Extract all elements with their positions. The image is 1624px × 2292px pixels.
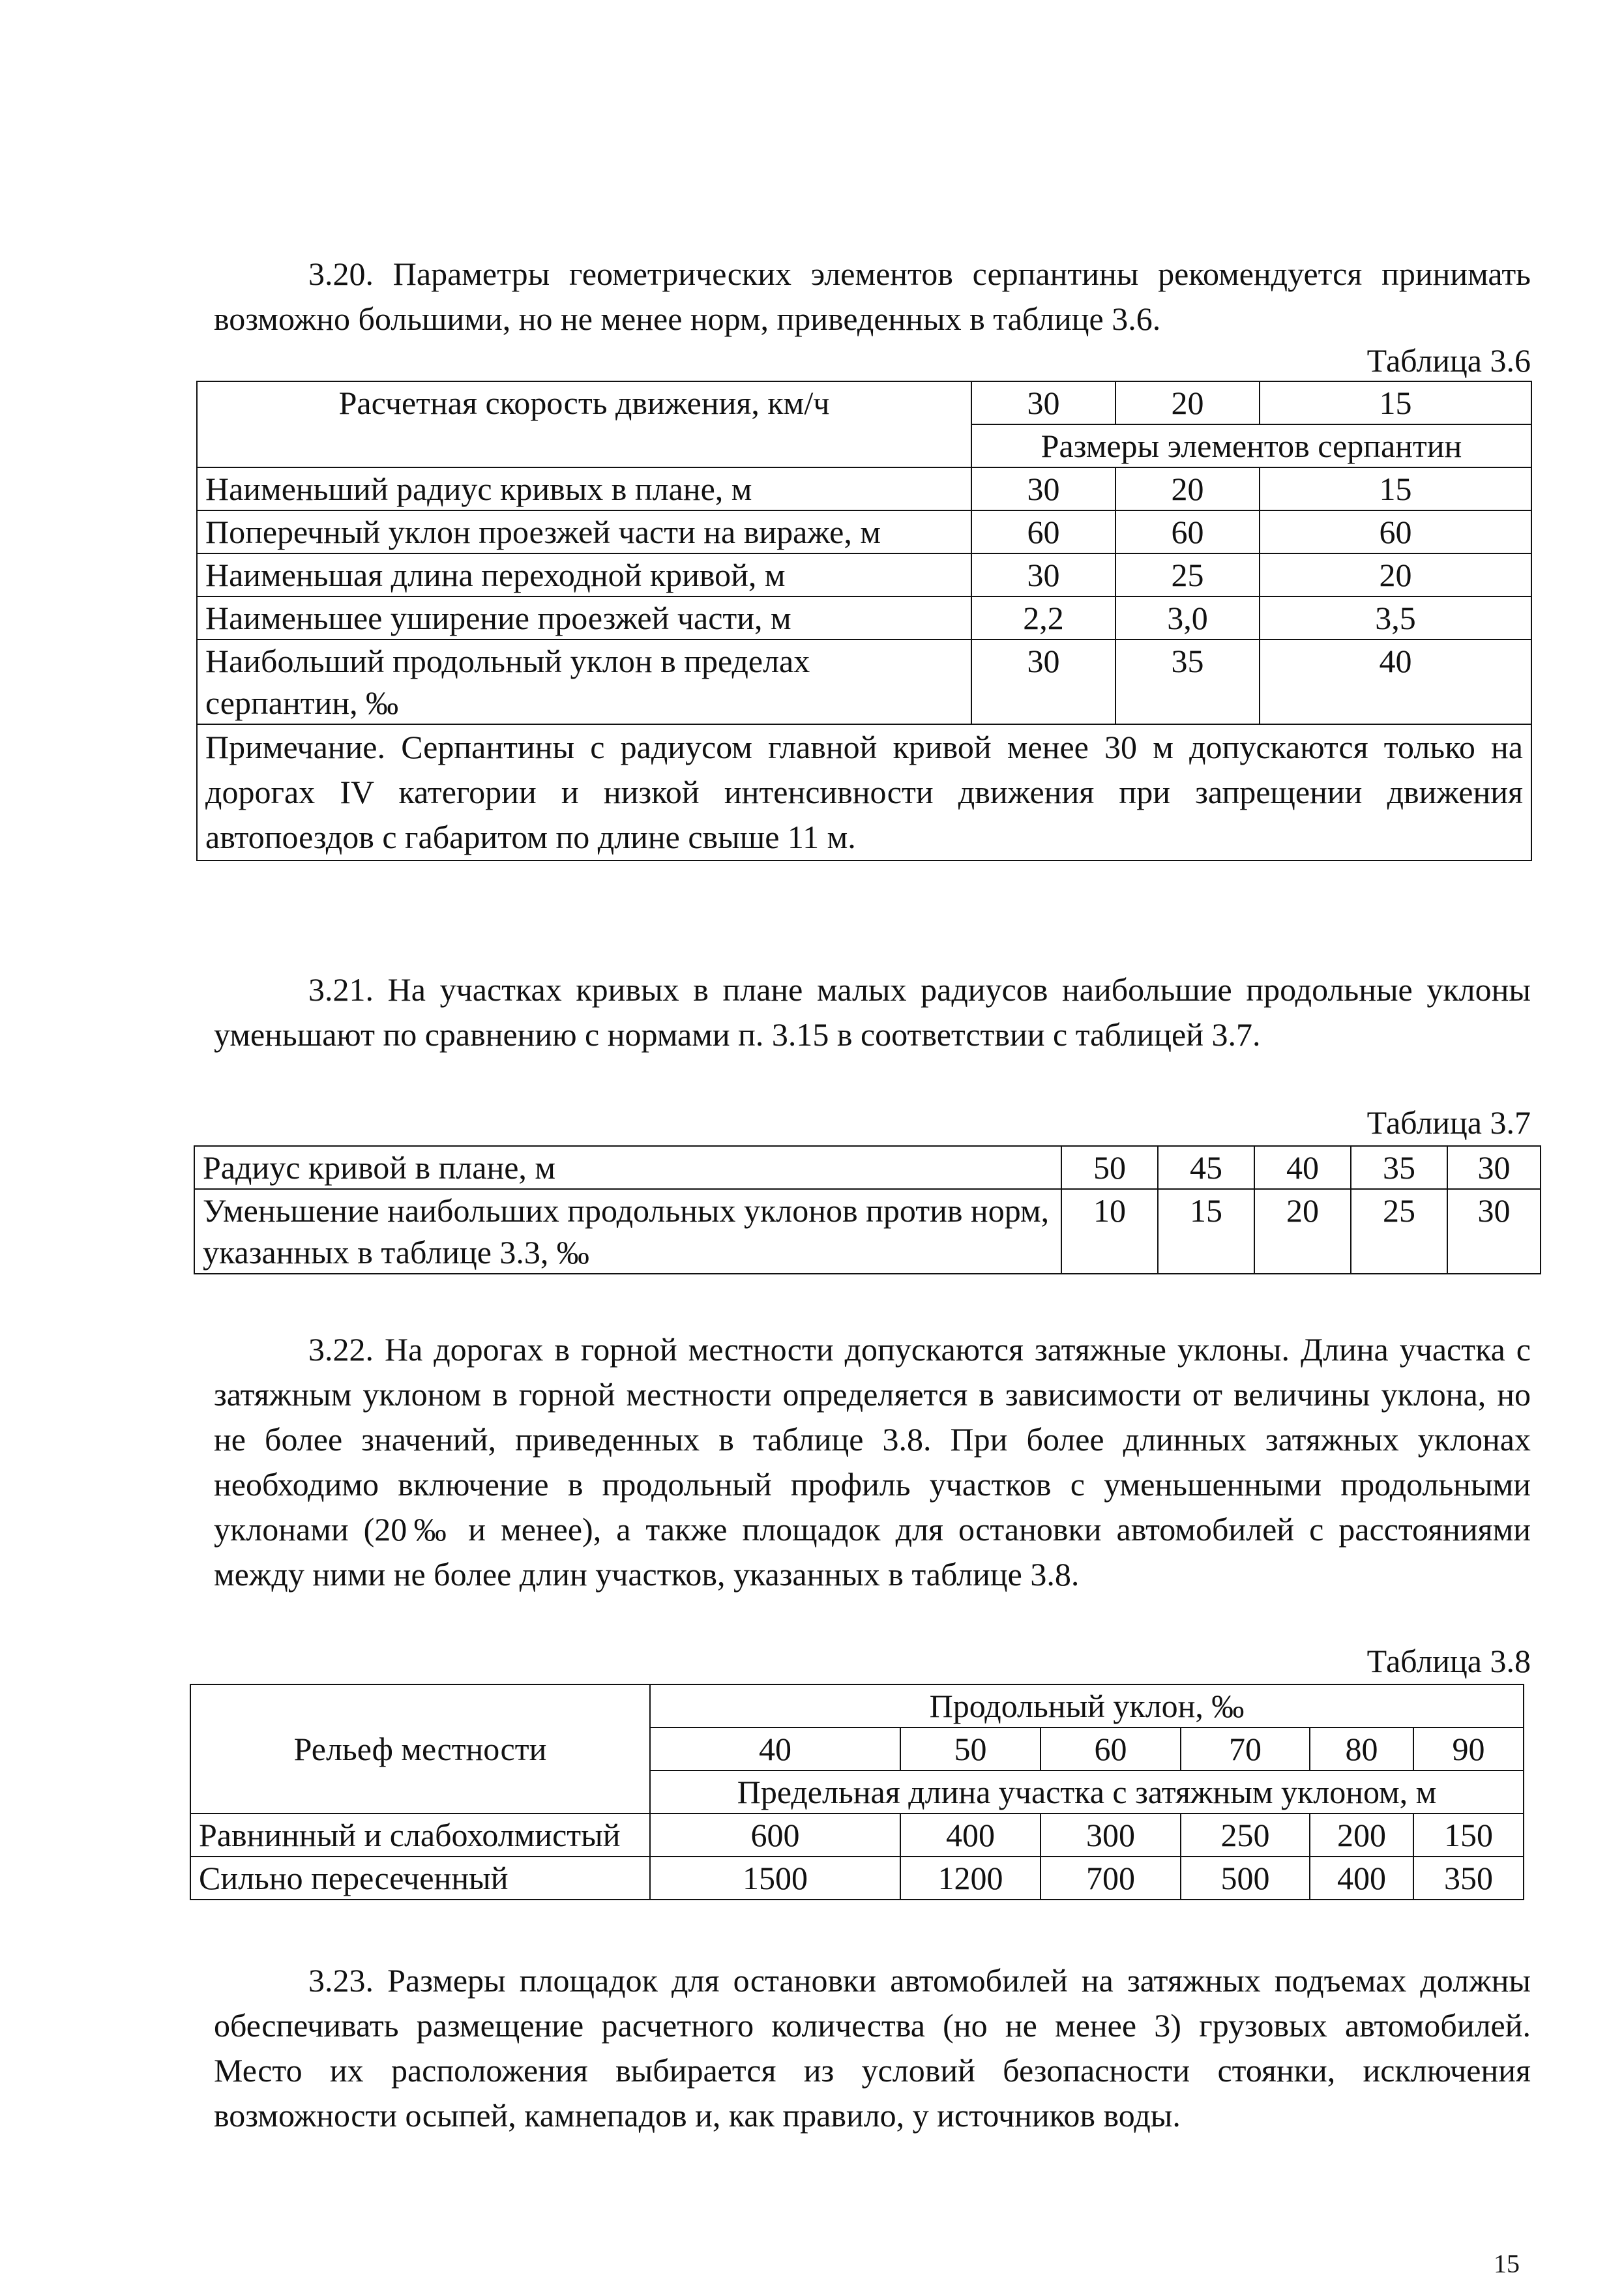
table-cell: 700 — [1041, 1857, 1181, 1900]
relief-header: Рельеф местности — [190, 1684, 650, 1814]
length-header: Предельная длина участка с затяжным уклоном, м — [650, 1770, 1524, 1814]
table-cell: 30 — [971, 639, 1115, 724]
table-cell: 150 — [1413, 1814, 1524, 1857]
paragraph-3-20: 3.20. Параметры геометрических элементов серпантины рекомендуется принимать возможно большими, но не менее норм, приведенных в таблице 3.6. — [214, 256, 1531, 337]
table-cell: 60 — [1115, 510, 1260, 553]
table-row — [194, 1189, 1541, 1274]
table-cell: 3,5 — [1260, 596, 1531, 639]
table-cell: 500 — [1181, 1857, 1310, 1900]
table-cell: 20 — [1115, 467, 1260, 510]
table-3-7-caption: Таблица 3.7 — [1366, 1104, 1531, 1141]
table-cell: 350 — [1413, 1857, 1524, 1900]
row-label: Сильно пересеченный — [190, 1857, 650, 1900]
row-label: Наименьшая длина переходной кривой, м — [197, 553, 971, 596]
table-3-7 — [194, 1145, 1541, 1274]
table-row — [197, 596, 1531, 639]
paragraph-3-22: 3.22. На дорогах в горной местности допускаются затяжные уклоны. Длина участка с затяжным уклоном в горной местности определяется в зависимости от величины уклона, но не более значений, приведенных в таблице 3.8. При более длинных затяжных уклонах необходимо включение в продольный профиль участков с уменьшенными продольными уклонами (20‰ и менее), а также площадок для остановки автомобилей с расстояниями между ними не более длин участков, указанных в таблице 3.8. — [214, 1331, 1531, 1593]
speed-value: 30 — [971, 381, 1115, 424]
row-label: Уменьшение наибольших продольных уклонов против норм, указанных в таблице 3.3, ‰ — [194, 1189, 1061, 1274]
table-cell: 30 — [971, 553, 1115, 596]
paragraph-3-23: 3.23. Размеры площадок для остановки автомобилей на затяжных подъемах должны обеспечивать размещение расчетного количества (но не менее 3) грузовых автомобилей. Место их расположения выбирается из условий безопасности стоянки, исключения возможности осыпей, камнепадов и, как правило, у источников воды. — [214, 1962, 1531, 2134]
slope-value: 40 — [650, 1727, 900, 1770]
table-cell: 40 — [1260, 639, 1531, 724]
row-label: Наибольший продольный уклон в пределах серпантин, ‰ — [197, 639, 971, 724]
table-cell: 40 — [1254, 1146, 1351, 1189]
table-row — [197, 510, 1531, 553]
row-label: Равнинный и слабохолмистый — [190, 1814, 650, 1857]
table-cell: 2,2 — [971, 596, 1115, 639]
row-label: Радиус кривой в плане, м — [194, 1146, 1061, 1189]
table-row — [190, 1684, 1524, 1727]
table-cell: 35 — [1351, 1146, 1447, 1189]
speed-value: 20 — [1115, 381, 1260, 424]
slope-header: Продольный уклон, ‰ — [650, 1684, 1524, 1727]
table-cell: 25 — [1115, 553, 1260, 596]
table-cell: 250 — [1181, 1814, 1310, 1857]
table-cell: 15 — [1158, 1189, 1254, 1274]
table-cell: 30 — [1447, 1146, 1541, 1189]
row-label: Поперечный уклон проезжей части на вираже, м — [197, 510, 971, 553]
slope-value: 80 — [1310, 1727, 1413, 1770]
table-row — [197, 553, 1531, 596]
table-cell: 35 — [1115, 639, 1260, 724]
paragraph-3-21: 3.21. На участках кривых в плане малых радиусов наибольшие продольные уклоны уменьшают по сравнению с нормами п. 3.15 в соответствии с таблицей 3.7. — [214, 971, 1531, 1053]
table-cell: 15 — [1260, 467, 1531, 510]
table-cell: 25 — [1351, 1189, 1447, 1274]
row-label: Наименьший радиус кривых в плане, м — [197, 467, 971, 510]
table-cell: 3,0 — [1115, 596, 1260, 639]
table-cell: 300 — [1041, 1814, 1181, 1857]
table-row — [190, 1857, 1524, 1900]
table-row — [190, 1814, 1524, 1857]
table-cell: 20 — [1254, 1189, 1351, 1274]
slope-value: 50 — [900, 1727, 1041, 1770]
page-number: 15 — [1494, 2249, 1520, 2278]
slope-value: 70 — [1181, 1727, 1310, 1770]
table-row — [197, 381, 1531, 424]
table-3-6 — [196, 381, 1532, 861]
slope-value: 90 — [1413, 1727, 1524, 1770]
table-3-6-caption: Таблица 3.6 — [1366, 342, 1531, 379]
table-3-8 — [190, 1684, 1524, 1900]
table-cell: 20 — [1260, 553, 1531, 596]
row-label: Наименьшее уширение проезжей части, м — [197, 596, 971, 639]
table-cell: 30 — [971, 467, 1115, 510]
speed-value: 15 — [1260, 381, 1531, 424]
table-cell: 1500 — [650, 1857, 900, 1900]
table-cell: 1200 — [900, 1857, 1041, 1900]
table-cell: 10 — [1061, 1189, 1158, 1274]
table-cell: 60 — [971, 510, 1115, 553]
table-cell: 600 — [650, 1814, 900, 1857]
speed-header-label: Расчетная скорость движения, км/ч — [197, 381, 971, 467]
slope-value: 60 — [1041, 1727, 1181, 1770]
table-cell: 30 — [1447, 1189, 1541, 1274]
table-cell: 45 — [1158, 1146, 1254, 1189]
table-row — [197, 639, 1531, 724]
table-row — [197, 724, 1531, 860]
table-cell: 200 — [1310, 1814, 1413, 1857]
table-cell: 60 — [1260, 510, 1531, 553]
subheader-cell: Размеры элементов серпантин — [971, 424, 1531, 467]
table-cell: 400 — [900, 1814, 1041, 1857]
table-cell: 50 — [1061, 1146, 1158, 1189]
table-row — [197, 467, 1531, 510]
table-cell: 400 — [1310, 1857, 1413, 1900]
table-row — [194, 1146, 1541, 1189]
table-note: Примечание. Серпантины с радиусом главной кривой менее 30 м допускаются только на дорогах IV категории и низкой интенсивности движения при запрещении движения автопоездов с габаритом по длине свыше 11 м. — [197, 724, 1531, 860]
table-3-8-caption: Таблица 3.8 — [1366, 1643, 1531, 1679]
